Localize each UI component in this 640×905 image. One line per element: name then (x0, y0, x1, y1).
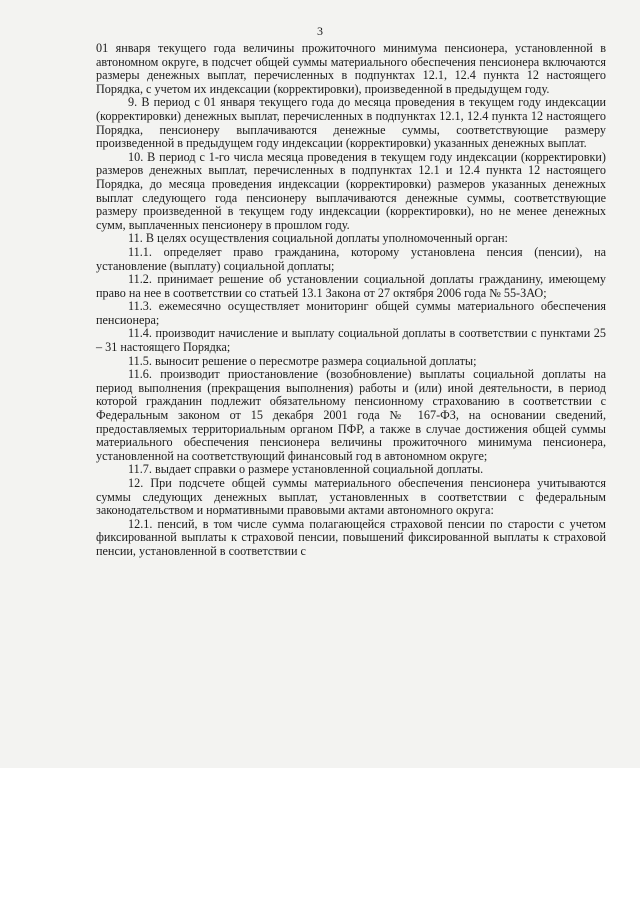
paragraph-11-6: 11.6. производит приостановление (возобновление) выплаты социальной доплаты на период выполнения (прекращения выполнения) работы и (или) иной деятельности, в период которой гражданин подлежит обязательному пенсионному страхованию в соответствии с Федеральным законом от 15 декабря 2001 года № 167-ФЗ, на основании сведений, предоставляемых территориальным органом ПФР, а также в случае достижения общей суммы материального обеспечения пенсионера величины прожиточного минимума пенсионера, установленной на соответствующий финансовый год в автономном округе; (96, 367, 606, 463)
paragraph-11: 11. В целях осуществления социальной доплаты уполномоченный орган: (128, 231, 508, 246)
paragraph-11-4: 11.4. производит начисление и выплату социальной доплаты в соответствии с пунктами 25 – 31 настоящего Порядка; (96, 326, 606, 355)
paragraph-12: 12. При подсчете общей суммы материального обеспечения пенсионера учитываются суммы следующих денежных выплат, установленных в соответствии с федеральным законодательством и нормативными правовыми актами автономного округа: (96, 476, 606, 518)
paragraph-continuation: 01 января текущего года величины прожиточного минимума пенсионера, установленной в автономном округе, в подсчет общей суммы материального обеспечения пенсионера включаются размеры денежных выплат, перечисленных в подпунктах 12.1, 12.4 пункта 12 настоящего Порядка, с учетом их индексации (корректировки), произведенной в предыдущем году. (96, 41, 606, 96)
paragraph-9: 9. В период с 01 января текущего года до месяца проведения в текущем году индексации (корректировки) денежных выплат, перечисленных в подпунктах 12.1, 12.4 пункта 12 настоящего Порядка, пенсионеру выплачиваются денежные суммы, соответствующие размеру произведенной в предыдущем году индексации (корректировки) указанных денежных выплат. (96, 95, 606, 151)
paragraph-11-1: 11.1. определяет право гражданина, которому установлена пенсия (пенсии), на установление (выплату) социальной доплаты; (96, 244, 606, 273)
paragraph-10: 10. В период с 1-го числа месяца проведения в текущем году индексации (корректировки) размеров денежных выплат, перечисленных в подпунктах 12.1 и 12.4 пункта 12 настоящего Порядка, до месяца проведения индексации (корректировки) размеров указанных денежных выплат следующего года пенсионеру выплачиваются денежные суммы, соответствующие размеру произведенной в текущем году индексации (корректировки), но не менее денежных сумм, выплаченных пенсионеру в прошлом году. (96, 149, 606, 232)
document-body (96, 42, 606, 559)
paragraph-11-2: 11.2. принимает решение об установлении социальной доплаты гражданину, имеющему право на нее в соответствии со статьей 13.1 Закона от 27 октября 2006 года № 55-ЗАО; (96, 272, 606, 300)
paragraph-11-3: 11.3. ежемесячно осуществляет мониторинг общей суммы материального обеспечения пенсионера; (96, 299, 606, 327)
paragraph-11-5: 11.5. выносит решение о пересмотре размера социальной доплаты; (128, 353, 477, 368)
blank-area (0, 768, 640, 905)
paragraph-12-1: 12.1. пенсий, в том числе сумма полагающейся страховой пенсии по старости с учетом фиксированной выплаты к страховой пенсии, повышений фиксированной выплаты к страховой пенсии, установленной в соответствии с (96, 516, 606, 558)
page-number: 3 (317, 24, 323, 38)
paragraph-11-7: 11.7. выдает справки о размере установленной социальной доплаты. (128, 462, 484, 477)
